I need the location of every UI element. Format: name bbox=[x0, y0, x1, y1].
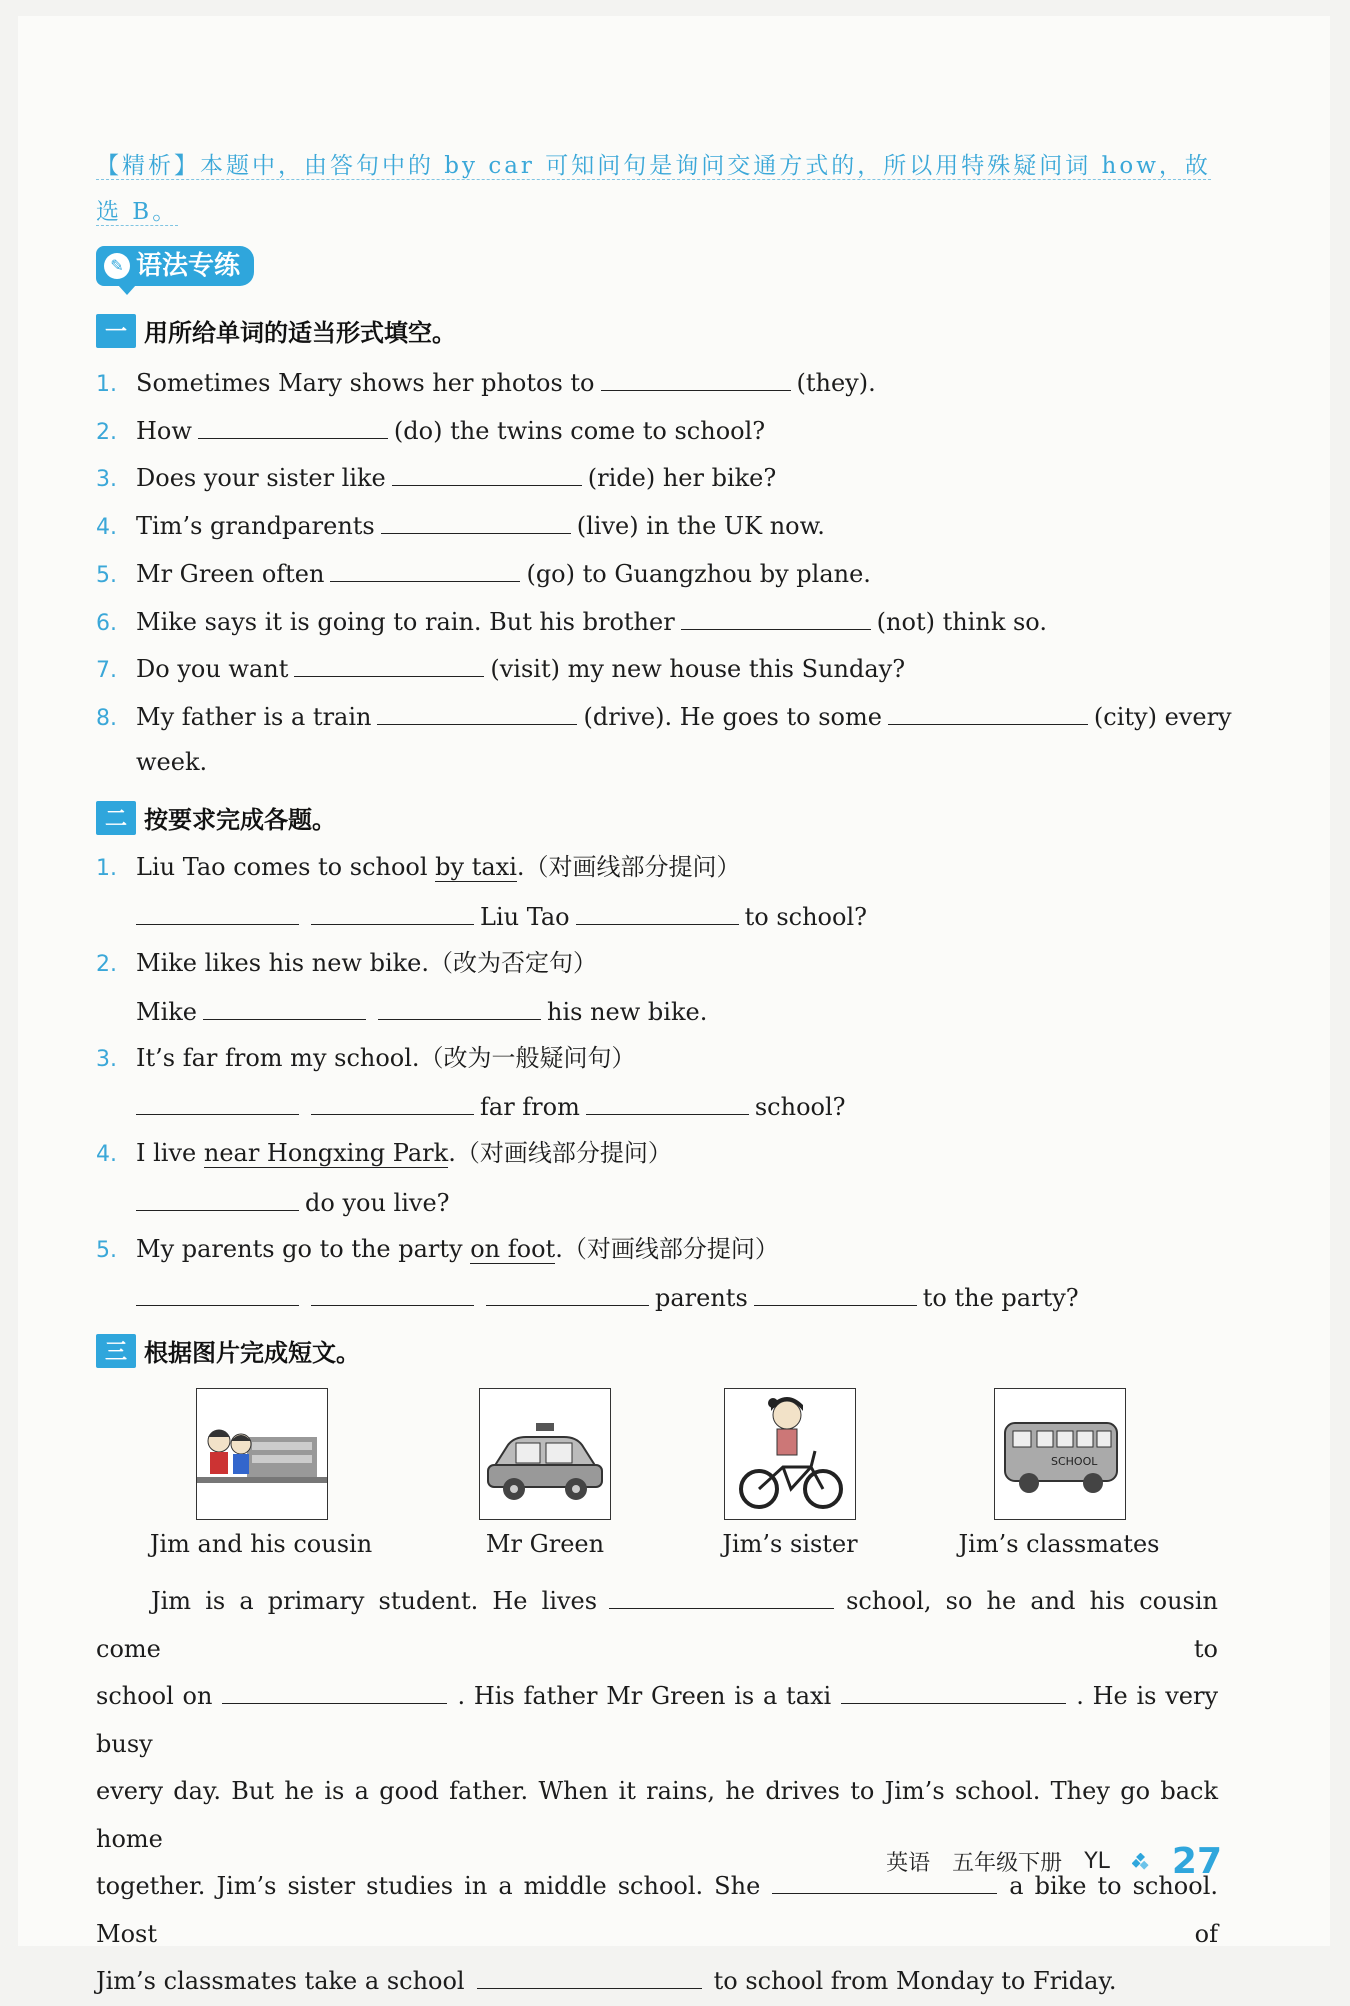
analysis-line-1: 【精析】本题中，由答句中的 by car 可知问句是询问交通方式的，所以用特殊疑问词 how，故 bbox=[96, 153, 1211, 180]
passage-text: to school from Monday to Friday. bbox=[714, 1967, 1117, 1995]
task-item-1-answer bbox=[136, 900, 867, 931]
school-bus-picture bbox=[994, 1388, 1126, 1520]
page-number: 27 bbox=[1172, 1841, 1222, 1882]
item-text: .（对画线部分提问） bbox=[448, 1139, 672, 1167]
item-number: 3. bbox=[96, 465, 136, 495]
item-text: (go) to Guangzhou by plane. bbox=[526, 560, 870, 588]
section-title: 按要求完成各题。 bbox=[144, 800, 336, 835]
item-text: (not) think so. bbox=[877, 608, 1047, 636]
item-number: 7. bbox=[96, 656, 136, 686]
caption-4: Jim’s classmates bbox=[959, 1530, 1160, 1558]
fill-item-7 bbox=[96, 652, 905, 686]
item-number: 1. bbox=[96, 370, 136, 400]
item-text: I live bbox=[136, 1139, 204, 1167]
item-number: 3. bbox=[96, 1045, 136, 1075]
fill-item-1 bbox=[96, 366, 876, 400]
task-item-2-answer bbox=[136, 995, 707, 1026]
footer-grade: 五年级下册 bbox=[952, 1846, 1062, 1877]
section-2-heading bbox=[96, 800, 336, 835]
passage-text: school, so he and his cousin come to bbox=[96, 1587, 1218, 1663]
item-text: My parents go to the party bbox=[136, 1235, 470, 1263]
item-text: Do you want bbox=[136, 655, 288, 683]
caption-2: Mr Green bbox=[486, 1530, 604, 1558]
taxi-picture bbox=[479, 1388, 611, 1520]
item-number: 4. bbox=[96, 513, 136, 543]
fill-item-8-continued: week. bbox=[136, 748, 207, 776]
answer-blank[interactable] bbox=[609, 1584, 834, 1609]
passage-text: . He is very busy bbox=[96, 1682, 1218, 1758]
item-text: Sometimes Mary shows her photos to bbox=[136, 369, 595, 397]
section-number: 三 bbox=[96, 1334, 136, 1368]
analysis-line-2: 选 B。 bbox=[96, 199, 178, 226]
item-text: Mike bbox=[136, 998, 197, 1026]
item-text: .（对画线部分提问） bbox=[555, 1235, 779, 1263]
answer-blank[interactable] bbox=[136, 1186, 299, 1211]
answer-blank[interactable] bbox=[601, 366, 791, 391]
item-text: Liu Tao bbox=[480, 903, 570, 931]
passage-text: Jim is a primary student. He lives bbox=[151, 1587, 597, 1615]
answer-blank[interactable] bbox=[681, 605, 871, 630]
caption-3: Jim’s sister bbox=[722, 1530, 857, 1558]
answer-blank[interactable] bbox=[198, 414, 388, 439]
item-text: to school? bbox=[745, 903, 867, 931]
item-text: his new bike. bbox=[547, 998, 707, 1026]
item-text: do you live? bbox=[305, 1189, 450, 1217]
girl-bike-picture bbox=[724, 1388, 856, 1520]
analysis-note bbox=[96, 143, 1218, 235]
item-text: parents bbox=[655, 1284, 748, 1312]
fill-item-5 bbox=[96, 557, 871, 591]
task-item-5-answer bbox=[136, 1281, 1079, 1312]
task-item-3 bbox=[96, 1043, 636, 1075]
section-number: 二 bbox=[96, 801, 136, 835]
item-text: Liu Tao comes to school bbox=[136, 853, 435, 881]
item-number: 5. bbox=[96, 561, 136, 591]
section-title: 用所给单词的适当形式填空。 bbox=[144, 313, 456, 348]
passage-text: . His father Mr Green is a taxi bbox=[457, 1682, 831, 1710]
fill-item-6 bbox=[96, 605, 1047, 639]
item-text: Mike likes his new bike.（改为否定句） bbox=[136, 949, 597, 977]
item-text: (ride) her bike? bbox=[588, 464, 776, 492]
answer-blank[interactable] bbox=[311, 1090, 474, 1115]
answer-blank[interactable] bbox=[586, 1090, 749, 1115]
item-number: 8. bbox=[96, 704, 136, 734]
footer-edition: YL bbox=[1084, 1849, 1110, 1874]
task-item-2 bbox=[96, 948, 597, 980]
task-item-1 bbox=[96, 852, 741, 884]
task-item-5 bbox=[96, 1234, 779, 1266]
answer-blank[interactable] bbox=[330, 557, 520, 582]
item-text: .（对画线部分提问） bbox=[517, 853, 741, 881]
kids-school-picture bbox=[196, 1388, 328, 1520]
fill-item-3 bbox=[96, 461, 776, 495]
passage-text: school on bbox=[96, 1682, 212, 1710]
item-text: (city) every bbox=[1094, 703, 1232, 731]
passage-text: together. Jim’s sister studies in a middle school. She bbox=[96, 1872, 760, 1900]
item-number: 4. bbox=[96, 1140, 136, 1170]
item-number: 6. bbox=[96, 609, 136, 639]
underlined-text: near Hongxing Park bbox=[204, 1139, 448, 1168]
item-number: 2. bbox=[96, 950, 136, 980]
pencil-icon: ✎ bbox=[104, 253, 130, 279]
grammar-practice-badge bbox=[96, 246, 254, 286]
passage-text: a bike to school. Most of bbox=[96, 1872, 1218, 1948]
answer-blank[interactable] bbox=[222, 1679, 447, 1704]
answer-blank[interactable] bbox=[576, 900, 739, 925]
section-number: 一 bbox=[96, 314, 136, 348]
bus-sign-text: SCHOOL bbox=[1051, 1455, 1098, 1468]
item-text: Mike says it is going to rain. But his brother bbox=[136, 608, 675, 636]
item-text: (drive). He goes to some bbox=[583, 703, 881, 731]
underlined-text: by taxi bbox=[435, 853, 517, 882]
answer-blank[interactable] bbox=[378, 995, 541, 1020]
diamond-icon bbox=[1132, 1853, 1150, 1871]
item-text: Does your sister like bbox=[136, 464, 386, 492]
answer-blank[interactable] bbox=[203, 995, 366, 1020]
answer-blank[interactable] bbox=[486, 1281, 649, 1306]
section-title: 根据图片完成短文。 bbox=[144, 1333, 360, 1368]
item-text: Tim’s grandparents bbox=[136, 512, 375, 540]
item-text: (they). bbox=[797, 369, 876, 397]
answer-blank[interactable] bbox=[754, 1281, 917, 1306]
footer-subject: 英语 bbox=[886, 1846, 930, 1877]
item-text: Mr Green often bbox=[136, 560, 324, 588]
item-text: My father is a train bbox=[136, 703, 371, 731]
answer-blank[interactable] bbox=[841, 1679, 1066, 1704]
item-text: school? bbox=[755, 1093, 846, 1121]
item-number: 2. bbox=[96, 418, 136, 448]
answer-blank[interactable] bbox=[136, 1090, 299, 1115]
answer-blank[interactable] bbox=[477, 1964, 702, 1989]
passage-text: Jim’s classmates take a school bbox=[96, 1967, 465, 1995]
picture-row bbox=[96, 1388, 1226, 1558]
answer-blank[interactable] bbox=[311, 1281, 474, 1306]
item-text: (visit) my new house this Sunday? bbox=[490, 655, 905, 683]
fill-item-2 bbox=[96, 414, 765, 448]
underlined-text: on foot bbox=[470, 1235, 555, 1264]
answer-blank[interactable] bbox=[381, 509, 571, 534]
item-text: (live) in the UK now. bbox=[577, 512, 825, 540]
item-number: 1. bbox=[96, 854, 136, 884]
answer-blank[interactable] bbox=[136, 1281, 299, 1306]
item-text: to the party? bbox=[923, 1284, 1079, 1312]
section-3-heading bbox=[96, 1333, 360, 1368]
answer-blank[interactable] bbox=[392, 461, 582, 486]
item-text: It’s far from my school.（改为一般疑问句） bbox=[136, 1044, 636, 1072]
answer-blank[interactable] bbox=[294, 652, 484, 677]
task-item-4-answer bbox=[136, 1186, 450, 1217]
grammar-badge-label: 语法专练 bbox=[136, 246, 240, 286]
task-item-3-answer bbox=[136, 1090, 846, 1121]
item-text: How bbox=[136, 417, 192, 445]
caption-1: Jim and his cousin bbox=[150, 1530, 372, 1558]
passage-line-3: every day. But he is a good father. When it rains, he drives to Jim’s school. They go back home bbox=[96, 1768, 1218, 1863]
answer-blank[interactable] bbox=[136, 900, 299, 925]
answer-blank[interactable] bbox=[377, 700, 577, 725]
fill-item-8 bbox=[96, 700, 1232, 734]
passage bbox=[96, 1578, 1218, 2006]
item-text: far from bbox=[480, 1093, 580, 1121]
fill-item-4 bbox=[96, 509, 825, 543]
answer-blank[interactable] bbox=[311, 900, 474, 925]
page-footer bbox=[886, 1841, 1222, 1882]
answer-blank[interactable] bbox=[888, 700, 1088, 725]
section-1-heading bbox=[96, 313, 456, 348]
item-number: 5. bbox=[96, 1236, 136, 1266]
task-item-4 bbox=[96, 1138, 672, 1170]
item-text: (do) the twins come to school? bbox=[394, 417, 765, 445]
